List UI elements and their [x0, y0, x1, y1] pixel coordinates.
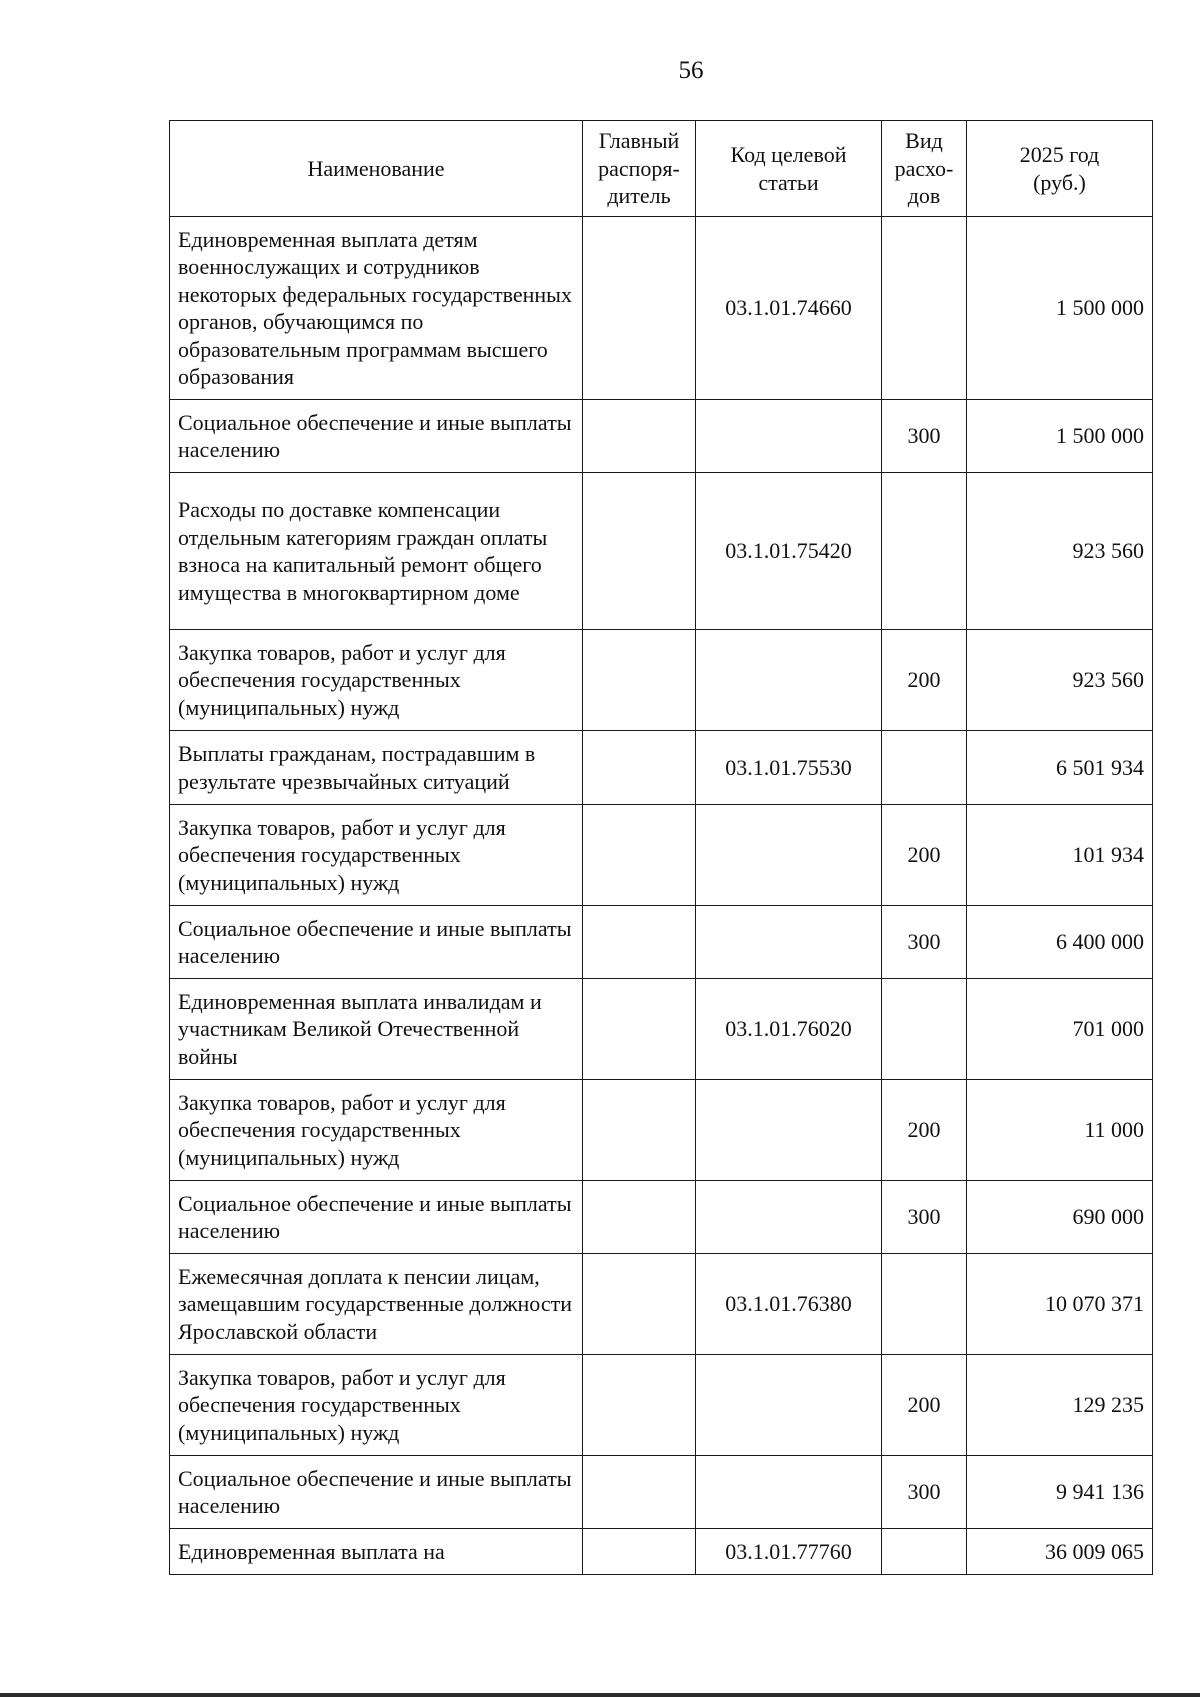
header-amount: [967, 121, 1153, 217]
row-name: Социальное обеспечение и иные выплаты населению: [170, 400, 583, 473]
row-code: [696, 805, 882, 906]
row-type: 200: [882, 805, 967, 906]
row-code: 03.1.01.74660: [696, 217, 882, 400]
table-row: [170, 400, 1153, 473]
row-type: [882, 1529, 967, 1575]
header-code-line: статьи: [758, 169, 819, 195]
row-code: [696, 1080, 882, 1181]
row-name: Социальное обеспечение и иные выплаты населению: [170, 1456, 583, 1529]
table-row: [170, 1456, 1153, 1529]
table-row: [170, 1080, 1153, 1181]
row-type: 300: [882, 1456, 967, 1529]
row-name: Закупка товаров, работ и услуг для обеспечения государственных (муниципальных) нужд: [170, 805, 583, 906]
row-amount: 9 941 136: [967, 1456, 1153, 1529]
row-name: Единовременная выплата на: [170, 1529, 583, 1575]
row-type: 300: [882, 400, 967, 473]
table-row: [170, 805, 1153, 906]
page-bottom-rule: [0, 1693, 1200, 1697]
header-type-line: Вид: [905, 128, 943, 154]
row-amount: 6 501 934: [967, 731, 1153, 805]
row-name: Единовременная выплата инвалидам и участникам Великой Отечественной войны: [170, 979, 583, 1080]
header-amount-line: 2025 год: [1019, 142, 1100, 167]
header-type: [882, 121, 967, 217]
row-code: [696, 906, 882, 979]
row-type: 200: [882, 1080, 967, 1181]
row-code: [696, 630, 882, 731]
row-type: 200: [882, 630, 967, 731]
row-amount: 1 500 000: [967, 400, 1153, 473]
row-name: Выплаты гражданам, пострадавшим в результате чрезвычайных ситуаций: [170, 731, 583, 805]
row-code: [696, 400, 882, 473]
row-name: Закупка товаров, работ и услуг для обеспечения государственных (муниципальных) нужд: [170, 1080, 583, 1181]
row-admin: [583, 1355, 696, 1456]
row-amount: 101 934: [967, 805, 1153, 906]
row-code: [696, 1456, 882, 1529]
row-admin: [583, 805, 696, 906]
row-admin: [583, 906, 696, 979]
page-number: 56: [678, 57, 704, 84]
row-amount: 923 560: [967, 630, 1153, 731]
budget-table: [169, 120, 1153, 1575]
row-code: 03.1.01.76380: [696, 1254, 882, 1355]
row-amount: 701 000: [967, 979, 1153, 1080]
header-admin-line: распоря-: [598, 155, 680, 181]
row-code: 03.1.01.77760: [696, 1529, 882, 1575]
table-body: [170, 217, 1153, 1575]
header-code-line: Код целевой: [730, 142, 847, 167]
row-name: Единовременная выплата детям военнослужащих и сотрудников некоторых федеральных государственных органов, обучающимся по образовательным программам высшего образования: [170, 217, 583, 400]
header-name: [170, 121, 583, 217]
row-amount: 36 009 065: [967, 1529, 1153, 1575]
row-amount: 129 235: [967, 1355, 1153, 1456]
row-amount: 11 000: [967, 1080, 1153, 1181]
row-name: Социальное обеспечение и иные выплаты населению: [170, 1181, 583, 1254]
row-code: 03.1.01.75530: [696, 731, 882, 805]
row-admin: [583, 473, 696, 630]
row-type: 200: [882, 1355, 967, 1456]
row-code: 03.1.01.76020: [696, 979, 882, 1080]
row-amount: 690 000: [967, 1181, 1153, 1254]
row-amount: 1 500 000: [967, 217, 1153, 400]
header-admin-line: дитель: [607, 183, 671, 209]
table-row: [170, 979, 1153, 1080]
table-row: [170, 1355, 1153, 1456]
header-admin-line: Главный: [598, 128, 680, 154]
row-admin: [583, 1080, 696, 1181]
table-row: [170, 1254, 1153, 1355]
table-row: [170, 731, 1153, 805]
row-name: Закупка товаров, работ и услуг для обеспечения государственных (муниципальных) нужд: [170, 630, 583, 731]
row-admin: [583, 1254, 696, 1355]
row-name: Закупка товаров, работ и услуг для обеспечения государственных (муниципальных) нужд: [170, 1355, 583, 1456]
header-row: [170, 121, 1153, 217]
row-type: [882, 217, 967, 400]
row-type: [882, 731, 967, 805]
table-row: [170, 630, 1153, 731]
table-header: [170, 121, 1153, 217]
table-row: [170, 906, 1153, 979]
table-row: [170, 473, 1153, 630]
table-row: [170, 1529, 1153, 1575]
row-code: [696, 1355, 882, 1456]
header-type-line: дов: [907, 183, 941, 209]
row-code: [696, 1181, 882, 1254]
row-name: Ежемесячная доплата к пенсии лицам, замещавшим государственные должности Ярославской области: [170, 1254, 583, 1355]
row-type: [882, 473, 967, 630]
row-type: 300: [882, 1181, 967, 1254]
row-type: 300: [882, 906, 967, 979]
row-admin: [583, 630, 696, 731]
header-name-label: Наименование: [307, 155, 445, 181]
row-code: 03.1.01.75420: [696, 473, 882, 630]
row-admin: [583, 400, 696, 473]
row-type: [882, 979, 967, 1080]
row-admin: [583, 1456, 696, 1529]
row-amount: 923 560: [967, 473, 1153, 630]
row-admin: [583, 1529, 696, 1575]
row-admin: [583, 731, 696, 805]
header-code: [696, 121, 882, 217]
row-name: Социальное обеспечение и иные выплаты населению: [170, 906, 583, 979]
table-row: [170, 1181, 1153, 1254]
header-amount-line: (руб.): [1033, 169, 1086, 195]
table-row: [170, 217, 1153, 400]
row-amount: 10 070 371: [967, 1254, 1153, 1355]
row-name: Расходы по доставке компенсации отдельным категориям граждан оплаты взноса на капитальный ремонт общего имущества в многоквартирном доме: [170, 473, 583, 630]
header-type-line: расхо-: [894, 155, 954, 181]
row-amount: 6 400 000: [967, 906, 1153, 979]
header-admin: [583, 121, 696, 217]
row-admin: [583, 217, 696, 400]
row-type: [882, 1254, 967, 1355]
row-admin: [583, 979, 696, 1080]
row-admin: [583, 1181, 696, 1254]
